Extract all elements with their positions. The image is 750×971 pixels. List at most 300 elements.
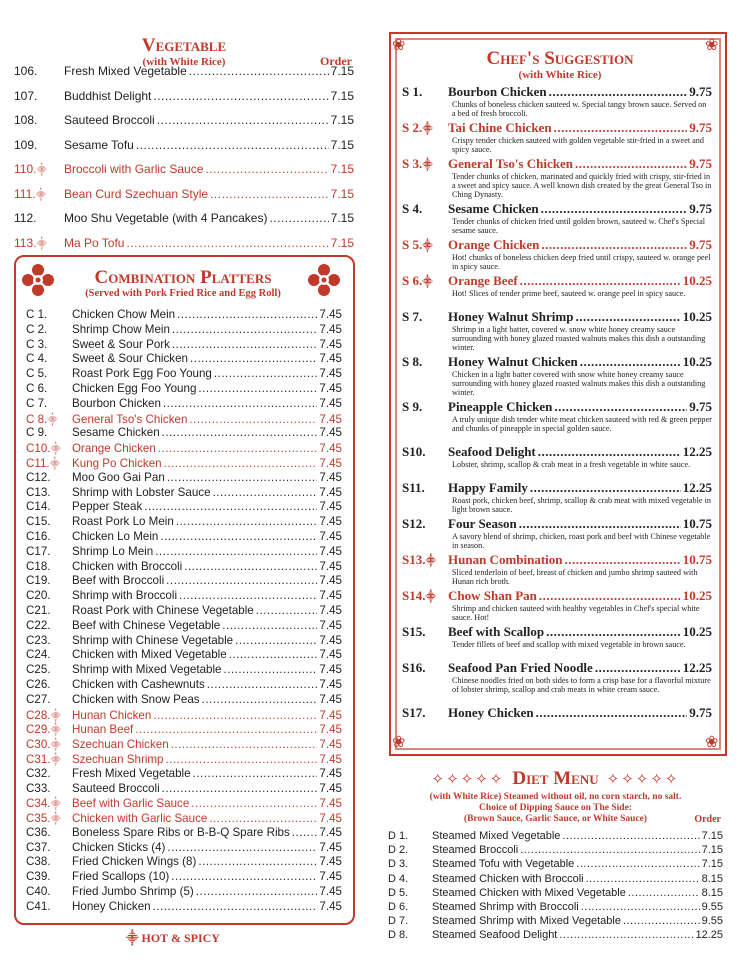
- leader-dots: [207, 678, 318, 691]
- chili-icon: ⸎: [50, 725, 61, 737]
- item-name: Honey Walnut Shrimp: [448, 309, 574, 324]
- combination-item: [26, 560, 342, 575]
- chef-item-description: Shrimp and chicken sauteed with healthy vegetables in Chef's special white sauce. Hot!: [452, 604, 700, 623]
- item-name: Szechuan Chicken: [72, 738, 169, 752]
- combination-item: [26, 500, 342, 515]
- item-number: [14, 138, 64, 152]
- item-number: [26, 796, 72, 810]
- item-number-text: 113.: [14, 235, 37, 250]
- chef-item: [402, 354, 712, 399]
- chili-icon: ⸎: [422, 241, 433, 252]
- combination-item: [26, 796, 342, 811]
- chef-item: [402, 237, 712, 273]
- chef-item: [402, 120, 712, 156]
- combination-item: [26, 456, 342, 471]
- chef-item: [402, 516, 712, 552]
- item-number: [26, 352, 72, 365]
- corner-ornament-icon: ❀: [705, 37, 719, 54]
- item-name: Shrimp Chow Mein: [72, 322, 170, 336]
- item-price: 9.75: [689, 237, 712, 252]
- item-number-text: S16.: [402, 660, 426, 675]
- item-number: [26, 574, 72, 587]
- item-number: [26, 767, 72, 780]
- item-name: Shrimp Lo Mein: [72, 544, 154, 558]
- item-price: 7.15: [701, 830, 723, 842]
- item-price: 7.45: [319, 899, 342, 913]
- chef-item-header: [402, 84, 712, 100]
- leader-dots: [581, 901, 700, 913]
- item-number: [14, 162, 64, 176]
- chili-icon: ⸎: [422, 160, 433, 171]
- leader-dots: [205, 162, 328, 176]
- item-number-text: C39.: [26, 870, 51, 884]
- item-price: 7.45: [319, 544, 342, 558]
- item-number-text: C20.: [26, 589, 51, 603]
- leader-dots: [554, 399, 687, 415]
- item-number: [26, 412, 72, 426]
- leader-dots: [171, 738, 318, 751]
- item-price: 10.25: [682, 273, 712, 288]
- leader-dots: [565, 552, 681, 568]
- chili-icon: ⸎: [47, 414, 58, 426]
- item-price: 7.15: [701, 844, 723, 857]
- leader-dots: [541, 201, 688, 217]
- combination-item: [26, 767, 342, 782]
- item-number: [26, 693, 72, 706]
- item-price: 7.45: [319, 412, 342, 426]
- item-number: [26, 545, 72, 558]
- item-name: General Tso's Chicken: [448, 156, 573, 171]
- item-name: Shrimp with Lobster Sauce: [72, 485, 211, 499]
- item-number: [26, 752, 72, 766]
- item-number: [26, 870, 72, 883]
- leader-dots: [269, 211, 328, 225]
- item-number: [402, 660, 448, 676]
- leader-dots: [562, 830, 699, 842]
- item-name: Chicken Sticks (4): [72, 840, 166, 854]
- combination-item: [26, 589, 342, 604]
- item-number-text: D 6.: [388, 900, 409, 913]
- combination-item: [26, 663, 342, 678]
- item-number-text: C 3.: [26, 337, 48, 351]
- item-name: Chicken with Broccoli: [72, 559, 183, 573]
- item-name: Orange Beef: [448, 273, 518, 288]
- chili-icon: ⸎: [50, 710, 61, 722]
- item-price: 12.25: [682, 444, 712, 459]
- item-name: Moo Shu Vegetable (with 4 Pancakes): [64, 211, 268, 225]
- diet-item: [388, 929, 723, 943]
- item-name: Beef with Garlic Sauce: [72, 797, 190, 811]
- item-number-text: C10.: [26, 442, 51, 456]
- item-number-text: C38.: [26, 855, 51, 869]
- combination-item: [26, 708, 342, 723]
- item-number-text: S12.: [402, 516, 426, 531]
- combination-item: [26, 841, 342, 856]
- item-number: [402, 237, 448, 253]
- combination-item: [26, 530, 342, 545]
- item-name: Fried Scallops (10): [72, 870, 170, 884]
- leader-dots: [536, 705, 688, 721]
- item-price: 7.45: [319, 367, 342, 381]
- chef-header: [440, 49, 680, 81]
- item-number: [26, 397, 72, 410]
- item-price: 7.45: [319, 515, 342, 529]
- item-number: [26, 515, 72, 528]
- chef-item: [402, 588, 712, 624]
- combination-item: [26, 352, 342, 367]
- chili-icon: ⸎: [49, 458, 61, 470]
- item-number-text: D 2.: [388, 844, 409, 857]
- diet-item: [388, 887, 723, 901]
- item-number-text: C12.: [26, 470, 51, 484]
- item-number-text: C15.: [26, 515, 51, 529]
- leader-dots: [155, 545, 317, 558]
- chef-subtitle: (with White Rice): [518, 69, 602, 81]
- vegetable-title: Vegetable: [141, 35, 227, 56]
- item-name: Chicken Lo Mein: [72, 529, 159, 543]
- diet-title: Diet Menu: [512, 768, 599, 789]
- item-price: 12.25: [695, 929, 723, 942]
- item-name: Seafood Pan Fried Noodle: [448, 660, 593, 675]
- item-number: [14, 211, 64, 225]
- leader-dots: [256, 604, 318, 617]
- item-number-text: S 7.: [402, 309, 423, 324]
- item-number: [26, 486, 72, 499]
- flower-ornament-icon: [20, 262, 56, 298]
- chef-item-description: Tender fillets of beef and scallop with mixed vegetable in brown sauce.: [452, 640, 686, 649]
- item-name: Hunan Chicken: [72, 708, 152, 722]
- item-number-text: C 9.: [26, 426, 48, 440]
- vegetable-order-label: Order: [320, 54, 352, 68]
- item-number: [14, 236, 64, 250]
- chili-icon: ⸎: [50, 814, 61, 826]
- item-number-text: S17.: [402, 705, 426, 720]
- chef-item-description: Chinese noodles fried on both sides to form a crisp base for a flavorful mixture of lobster shrimp, scallop and crab meats in white cream sauce.: [452, 676, 711, 695]
- chef-item: [402, 156, 712, 201]
- item-number: [388, 915, 432, 927]
- combination-item: [26, 412, 342, 427]
- item-number-text: C34.: [26, 797, 51, 811]
- item-price: 7.45: [319, 692, 342, 706]
- leader-dots: [595, 660, 681, 676]
- item-name: Chicken with Garlic Sauce: [72, 812, 208, 826]
- item-number: [26, 634, 72, 647]
- combination-item: [26, 382, 342, 397]
- leader-dots: [164, 457, 318, 470]
- diet-item: [388, 915, 723, 929]
- chef-item-description: Hot! chunks of boneless chicken deep fried until crispy, sauteed w. orange peel in spicy sauce.: [452, 253, 711, 272]
- combination-item: [26, 648, 342, 663]
- leader-dots: [538, 444, 681, 460]
- item-name: Sesame Tofu: [64, 137, 134, 152]
- item-price: 7.45: [319, 663, 342, 677]
- leader-dots: [214, 367, 318, 380]
- combination-item: [26, 604, 342, 619]
- item-price: 7.45: [319, 308, 342, 321]
- chef-item-header: [402, 480, 712, 496]
- leader-dots: [202, 693, 318, 706]
- diet-item: [388, 830, 723, 844]
- leader-dots: [167, 471, 318, 484]
- item-name: Shrimp with Broccoli: [72, 589, 178, 603]
- combination-item: [26, 515, 342, 530]
- item-number-text: C24.: [26, 648, 51, 662]
- item-price: 9.55: [701, 900, 723, 913]
- item-name: Bourbon Chicken: [448, 84, 547, 99]
- diet-subtitle-3: (Brown Sauce, Garlic Sauce, or White Sauce): [463, 814, 648, 824]
- item-number-text: C36.: [26, 825, 51, 839]
- item-name: Chicken with Snow Peas: [72, 692, 200, 706]
- item-number: [26, 678, 72, 691]
- item-price: 7.15: [330, 137, 354, 152]
- leader-dots: [539, 588, 681, 604]
- item-name: Orange Chicken: [72, 442, 156, 456]
- item-name: Chicken Egg Foo Young: [72, 381, 197, 395]
- leader-dots: [184, 560, 317, 573]
- combination-title: Combination Platters: [94, 267, 272, 288]
- item-name: Hunan Beef: [72, 723, 134, 737]
- item-price: 10.25: [682, 309, 712, 324]
- item-price: 7.45: [319, 426, 342, 440]
- corner-ornament-icon: ❀: [705, 734, 719, 751]
- chef-item-header: [402, 588, 712, 604]
- item-number: [402, 399, 448, 415]
- leader-dots: [530, 480, 681, 496]
- item-name: Sesame Chicken: [72, 426, 160, 440]
- leader-dots: [541, 237, 687, 253]
- chili-icon: ⸎: [50, 799, 61, 811]
- chef-item: [402, 309, 712, 354]
- combination-item: [26, 634, 342, 649]
- item-number: [26, 426, 72, 439]
- chef-item: [402, 201, 712, 237]
- chili-icon: ⸎: [425, 592, 436, 603]
- item-number: [26, 885, 72, 898]
- item-price: 7.45: [319, 337, 342, 351]
- item-number-text: C 1.: [26, 308, 48, 321]
- item-name: Shrimp with Mixed Vegetable: [72, 663, 222, 677]
- item-number: [26, 855, 72, 868]
- item-price: 9.75: [689, 120, 712, 135]
- chili-icon: ⸎: [422, 277, 433, 288]
- item-number-text: C27.: [26, 692, 51, 706]
- item-number: [26, 589, 72, 602]
- item-number-text: S13.: [402, 552, 426, 567]
- item-number: [388, 844, 432, 856]
- item-number: [14, 64, 64, 78]
- vegetable-item: [14, 187, 354, 212]
- leader-dots: [198, 855, 317, 868]
- chef-item-header: [402, 444, 712, 460]
- item-name: Roast Pork Egg Foo Young: [72, 367, 212, 381]
- item-name: Roast Pork with Chinese Vegetable: [72, 603, 254, 617]
- item-name: Steamed Shrimp with Broccoli: [432, 900, 579, 913]
- item-price: 7.15: [701, 858, 723, 871]
- item-price: 12.25: [682, 660, 712, 675]
- item-number-text: S14.: [402, 588, 426, 603]
- combination-item: [26, 486, 342, 501]
- leader-dots: [144, 500, 317, 513]
- combination-item: [26, 619, 342, 634]
- item-number-text: C14.: [26, 500, 51, 514]
- leader-dots: [292, 826, 318, 839]
- combination-item: [26, 397, 342, 412]
- item-number: [402, 273, 448, 289]
- leader-dots: [166, 574, 317, 587]
- item-number-text: C21.: [26, 603, 51, 617]
- item-number-text: C 4.: [26, 352, 48, 366]
- chili-icon: ⸎: [50, 444, 61, 456]
- item-name: Fresh Mixed Vegetable: [72, 766, 191, 780]
- leader-dots: [189, 64, 329, 78]
- item-price: 9.75: [689, 201, 712, 216]
- item-price: 7.45: [319, 825, 342, 839]
- item-number-text: S 8.: [402, 354, 423, 369]
- item-name: Chicken with Cashewnuts: [72, 677, 205, 691]
- item-number: [402, 309, 448, 325]
- chef-item-header: [402, 120, 712, 136]
- item-number: [26, 619, 72, 632]
- item-number-text: S 3.: [402, 156, 423, 171]
- leader-dots: [623, 915, 700, 927]
- diet-list: [388, 830, 723, 944]
- chef-item-header: [402, 516, 712, 532]
- diet-item: [388, 858, 723, 872]
- item-price: 7.45: [319, 456, 342, 470]
- item-price: 10.25: [682, 624, 712, 639]
- item-price: 7.45: [319, 381, 342, 395]
- leader-dots: [559, 929, 693, 941]
- item-name: Beef with Broccoli: [72, 574, 165, 588]
- combination-item: [26, 441, 342, 456]
- item-price: 7.45: [319, 485, 342, 499]
- item-name: Steamed Seafood Delight: [432, 929, 558, 942]
- item-price: 7.45: [319, 352, 342, 366]
- diet-item: [388, 901, 723, 915]
- combination-item: [26, 870, 342, 885]
- vegetable-subtitle: (with White Rice): [142, 56, 226, 68]
- item-number: [26, 367, 72, 380]
- corner-ornament-icon: ❀: [392, 734, 406, 751]
- chef-item-description: Crispy tender chicken sauteed with golden vegetable stir-fried in a sweet and spicy sauce.: [452, 136, 704, 155]
- item-number-text: D 4.: [388, 872, 409, 885]
- item-number-text: C40.: [26, 885, 51, 899]
- vegetable-list: [14, 64, 354, 260]
- item-name: Beef with Scallop: [448, 624, 545, 639]
- item-price: 12.25: [682, 480, 712, 495]
- leader-dots: [198, 382, 317, 395]
- item-price: 7.15: [330, 186, 354, 201]
- item-number: [402, 588, 448, 604]
- item-name: Chicken with Mixed Vegetable: [72, 648, 227, 662]
- chili-icon: ⸎: [36, 238, 47, 250]
- item-number: [26, 308, 72, 321]
- chef-item: [402, 273, 712, 309]
- chef-item-header: [402, 354, 712, 370]
- item-price: 7.15: [330, 64, 354, 78]
- chili-icon: ⸎: [50, 754, 61, 766]
- chef-item: [402, 84, 712, 120]
- item-number: [26, 338, 72, 351]
- item-name: Sauteed Broccoli: [64, 113, 155, 127]
- item-price: 10.75: [682, 552, 712, 567]
- diet-header: [388, 768, 723, 825]
- chef-item: [402, 480, 712, 516]
- leader-dots: [520, 844, 699, 856]
- chef-list: [402, 84, 712, 723]
- flower-ornament-icon: [306, 262, 342, 298]
- item-number-text: C 6.: [26, 381, 48, 395]
- vegetable-item: [14, 211, 354, 236]
- combination-item: [26, 367, 342, 382]
- item-number-text: C35.: [26, 812, 51, 826]
- item-price: 7.45: [319, 559, 342, 573]
- item-number-text: 109.: [14, 137, 38, 152]
- chef-item: [402, 660, 712, 705]
- combination-item: [26, 426, 342, 441]
- combination-item: [26, 737, 342, 752]
- item-price: 7.45: [319, 855, 342, 869]
- leader-dots: [177, 308, 317, 321]
- item-name: General Tso's Chicken: [72, 412, 188, 426]
- item-number-text: 108.: [14, 113, 38, 127]
- item-number-text: S 5.: [402, 237, 423, 252]
- combination-item: [26, 885, 342, 900]
- item-number-text: S 9.: [402, 399, 423, 414]
- leader-dots: [554, 120, 688, 136]
- chef-item-description: Sliced tenderloin of beef, breast of chicken and jumbo shrimp sauteed with Hunan rich broth.: [452, 568, 698, 587]
- item-price: 10.25: [682, 354, 712, 369]
- combination-item: [26, 574, 342, 589]
- item-name: Orange Chicken: [448, 237, 540, 252]
- chili-icon: ⸎: [35, 189, 46, 201]
- item-number: [26, 604, 72, 617]
- leader-dots: [210, 187, 329, 201]
- item-price: 7.15: [330, 88, 354, 103]
- item-name: Beef with Chinese Vegetable: [72, 618, 221, 632]
- item-number: [402, 444, 448, 460]
- vegetable-item: [14, 89, 354, 114]
- item-number-text: C 2.: [26, 322, 48, 336]
- item-price: 8.15: [701, 872, 723, 885]
- item-price: 9.75: [689, 399, 712, 414]
- item-number-text: C13.: [26, 485, 51, 499]
- combination-item: [26, 678, 342, 693]
- combination-item: [26, 826, 342, 841]
- item-number: [26, 811, 72, 825]
- item-number: [402, 516, 448, 532]
- leader-dots: [193, 767, 318, 780]
- leader-dots: [576, 858, 699, 870]
- item-number: [14, 89, 64, 103]
- leader-dots: [580, 354, 681, 370]
- diamond-ornament-icon: ✧✧✧✧✧: [431, 771, 505, 788]
- item-price: 7.45: [319, 500, 342, 514]
- leader-dots: [153, 900, 318, 913]
- item-name: Fried Jumbo Shrimp (5): [72, 885, 194, 899]
- item-number-text: 111.: [14, 186, 36, 201]
- chef-item-header: [402, 273, 712, 289]
- item-price: 7.45: [319, 603, 342, 617]
- chef-item-description: Shrimp in a light batter, covered w. snow white honey creamy sauce surrounding with honey glazed roasted walnuts makes this dish a outstanding winter.: [452, 325, 706, 353]
- leader-dots: [153, 709, 317, 722]
- leader-dots: [162, 782, 318, 795]
- combination-item: [26, 900, 342, 915]
- diet-order-label: Order: [694, 814, 721, 825]
- item-number: [402, 624, 448, 640]
- item-number: [402, 84, 448, 100]
- item-name: Shrimp with Chinese Vegetable: [72, 633, 234, 647]
